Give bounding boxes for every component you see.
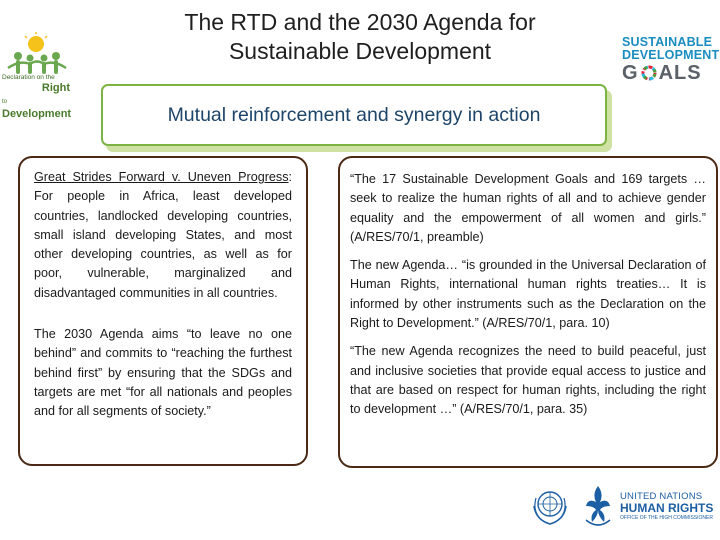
ohchr-line-3: OFFICE OF THE HIGH COMMISSIONER (620, 515, 713, 521)
subtitle-banner (101, 84, 607, 146)
rtd-small-text: Declaration on the (2, 74, 55, 81)
rtd-word-to: to (2, 99, 8, 105)
sdg-line-1: SUSTAINABLE (622, 35, 713, 49)
ohchr-logo-text (620, 492, 720, 521)
sdg-goals (622, 62, 718, 84)
left-para1-body: : For people in Africa, least developed countries, landlocked developing countries, small island developing States, and most other developing countries, as well as for poor, vulnerable, marginalized and disadvantaged communities in all countries. (34, 170, 292, 300)
left-paragraph-2: The 2030 Agenda aims “to leave no one behind” and commits to “reaching the furthest behind first” by ensuring that the SDGs and targets are met “for all nationals and peoples and for all segments of society.” (34, 327, 292, 419)
page-title (120, 8, 600, 66)
banner-text: Mutual reinforcement and synergy in action (167, 103, 541, 126)
left-text-box (18, 156, 308, 466)
sdg-wheel-icon (641, 65, 657, 81)
right-paragraph-3: “The new Agenda recognizes the need to build peaceful, just and inclusive societies that provide equal access to justice and that are based on respect for human rights, including the right to development …” (A/RES/70/1, para. 35) (350, 344, 706, 417)
sdg-goals-rest: ALS (658, 62, 702, 84)
rtd-development-label: Development (2, 108, 72, 120)
rtd-logo-text (2, 74, 74, 120)
rtd-word-development (2, 94, 74, 120)
left-para1-heading: Great Strides Forward v. Uneven Progress (34, 170, 289, 184)
right-paragraph-2: The new Agenda… “is grounded in the Universal Declaration of Human Rights, international human rights treaties… It is informed by other instruments such as the Declaration on the Right to Development.” (A/RES/70/1, para. 10) (350, 258, 706, 331)
ohchr-line-2: HUMAN RIGHTS (620, 501, 714, 515)
un-emblem-icon (528, 484, 572, 530)
left-paragraph-1 (34, 168, 292, 303)
title-line-2: Sustainable Development (228, 38, 492, 64)
sdg-line-2: DEVELOPMENT (622, 48, 720, 62)
sdg-goals-g: G (622, 62, 639, 84)
right-paragraph-1: “The 17 Sustainable Development Goals and 169 targets … seek to realize the human rights of all and to achieve gender equality and the empowerment of all women and girls.” (A/RES/70/1, preamble) (350, 172, 706, 244)
sdg-logo (622, 36, 718, 84)
ohchr-line-1: UNITED NATIONS (620, 491, 703, 502)
title-line-1: The RTD and the 2030 Agenda for (184, 9, 536, 35)
right-text-box (338, 156, 718, 468)
ohchr-emblem-icon (580, 484, 616, 532)
rtd-word-right: Right (41, 82, 70, 94)
